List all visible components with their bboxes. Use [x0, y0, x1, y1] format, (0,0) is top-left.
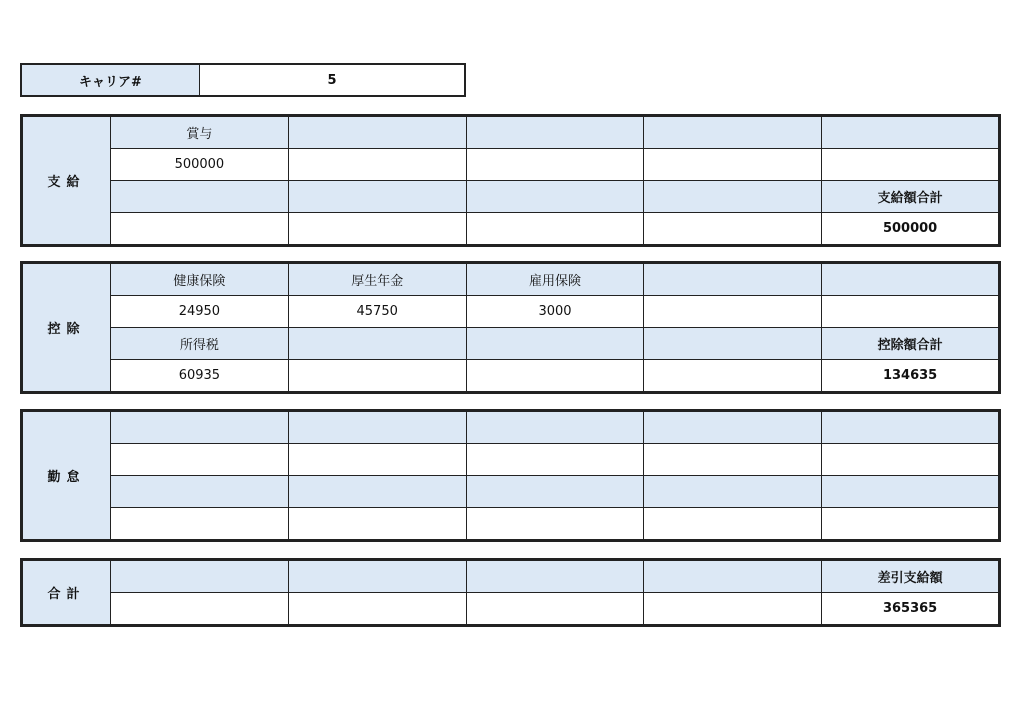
deduction-item-value [644, 360, 822, 393]
payment-item-label [644, 116, 822, 149]
total-item-label [288, 560, 466, 593]
attendance-item-value [644, 444, 822, 476]
total-section-title: 合計 [22, 560, 111, 626]
career-value: 5 [327, 72, 337, 88]
payment-section [20, 114, 1001, 247]
deduction-total-value: 134635 [822, 360, 1000, 393]
attendance-item-value [822, 508, 1000, 541]
attendance-item-label [111, 476, 289, 508]
payment-item-label [466, 181, 644, 213]
payment-item-value [288, 213, 466, 246]
attendance-item-label [822, 476, 1000, 508]
deduction-item-label: 厚生年金 [288, 263, 466, 296]
payment-item-value [822, 149, 1000, 181]
net-pay-value: 365365 [822, 593, 1000, 626]
attendance-section-title: 勤怠 [22, 411, 111, 541]
payment-item-label [644, 181, 822, 213]
payment-total-label: 支給額合計 [822, 181, 1000, 213]
deduction-item-label [644, 328, 822, 360]
deduction-item-label: 健康保険 [111, 263, 289, 296]
deduction-item-value: 45750 [288, 296, 466, 328]
deduction-item-label [288, 328, 466, 360]
payment-item-value: 500000 [111, 149, 289, 181]
deduction-item-label [822, 263, 1000, 296]
total-item-label [466, 560, 644, 593]
attendance-item-label [466, 411, 644, 444]
attendance-item-value [466, 444, 644, 476]
deduction-item-label: 雇用保険 [466, 263, 644, 296]
attendance-item-label [466, 476, 644, 508]
payment-item-label [822, 116, 1000, 149]
deduction-item-label: 所得税 [111, 328, 289, 360]
attendance-item-value [466, 508, 644, 541]
deduction-item-value [288, 360, 466, 393]
deduction-item-value [822, 296, 1000, 328]
attendance-item-label [288, 411, 466, 444]
career-field [20, 63, 466, 97]
payment-total-value: 500000 [822, 213, 1000, 246]
deduction-item-value: 3000 [466, 296, 644, 328]
payment-item-value [288, 149, 466, 181]
attendance-item-label [822, 411, 1000, 444]
net-pay-label: 差引支給額 [822, 560, 1000, 593]
attendance-item-value [288, 508, 466, 541]
payment-section-title: 支給 [22, 116, 111, 246]
deduction-item-value: 24950 [111, 296, 289, 328]
attendance-item-value [288, 444, 466, 476]
payment-item-label: 賞与 [111, 116, 289, 149]
payment-item-value [644, 149, 822, 181]
total-item-label [644, 560, 822, 593]
deduction-section-title: 控除 [22, 263, 111, 393]
attendance-section [20, 409, 1001, 542]
total-item-value [288, 593, 466, 626]
attendance-item-label [111, 411, 289, 444]
deduction-item-label [644, 263, 822, 296]
payment-item-label [288, 116, 466, 149]
attendance-item-value [111, 444, 289, 476]
attendance-item-label [288, 476, 466, 508]
payment-item-value [644, 213, 822, 246]
deduction-item-label [466, 328, 644, 360]
attendance-item-value [111, 508, 289, 541]
attendance-item-label [644, 411, 822, 444]
payment-item-value [111, 213, 289, 246]
total-item-value [466, 593, 644, 626]
deduction-item-value: 60935 [111, 360, 289, 393]
attendance-item-value [822, 444, 1000, 476]
attendance-item-label [644, 476, 822, 508]
payment-item-label [111, 181, 289, 213]
payment-item-value [466, 213, 644, 246]
payment-item-value [466, 149, 644, 181]
total-section [20, 558, 1001, 627]
total-item-label [111, 560, 289, 593]
payment-item-label [466, 116, 644, 149]
total-item-value [111, 593, 289, 626]
career-label: キャリア# [22, 65, 200, 95]
deduction-item-value [466, 360, 644, 393]
attendance-item-value [644, 508, 822, 541]
deduction-section [20, 261, 1001, 394]
payment-item-label [288, 181, 466, 213]
deduction-total-label: 控除額合計 [822, 328, 1000, 360]
total-item-value [644, 593, 822, 626]
deduction-item-value [644, 296, 822, 328]
